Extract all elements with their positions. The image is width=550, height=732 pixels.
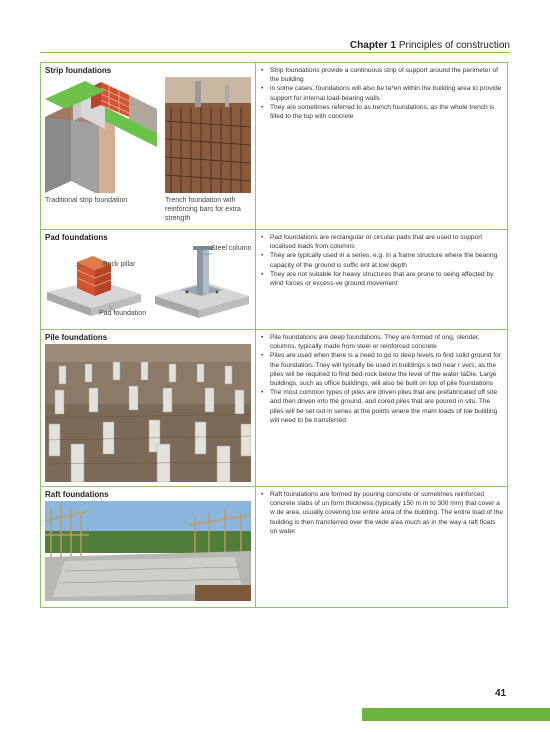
caption-traditional-strip: Traditional strip foundation bbox=[45, 197, 128, 204]
row-raft-foundations bbox=[41, 487, 507, 607]
list-item: • They are sometimes referred to as trench foundations, as the whole trench is filled to the top with concrete bbox=[259, 103, 503, 121]
strip-foundation-illustration bbox=[45, 77, 157, 193]
raft-foundation-photo bbox=[45, 501, 251, 601]
list-item: • The most common types of piles are driven piles that are prefabricated off site and then driven into the ground, and cored piles that are poured in situ. The piles will be set out in senes at the points wnere the mam loads of toe building will need to be transferred bbox=[259, 388, 503, 425]
label-brick-pillar: Brick pillar bbox=[103, 261, 136, 268]
row-title: Pad foundations bbox=[45, 233, 108, 242]
row-title: Raft foundations bbox=[45, 490, 109, 499]
footer-accent-bar bbox=[362, 708, 550, 721]
trench-foundation-photo bbox=[165, 77, 251, 193]
page-number: 41 bbox=[495, 688, 507, 699]
list-item: • They are typically used in a series, e.g. in a frame structure where the bearing capacity of the ground is suffic ent at low depth bbox=[259, 251, 503, 269]
row-title: Pile foundations bbox=[45, 333, 108, 342]
pad-foundation-illustration bbox=[45, 242, 251, 322]
row-pile-foundations bbox=[41, 330, 507, 487]
list-item: • They are not suitable for heavy structures that are prone to oeing affected by wind forces or excess-ve ground movement bbox=[259, 270, 503, 288]
row-title: Strip foundations bbox=[45, 66, 112, 75]
row-strip-foundations bbox=[41, 63, 507, 230]
caption-trench-foundation: Trench foundation with reinforcing bars for extra strength bbox=[165, 197, 241, 222]
label-pad-foundation: Pad foundation bbox=[99, 310, 147, 317]
strip-bullet-list bbox=[259, 66, 503, 121]
raft-bullet-list bbox=[259, 490, 503, 536]
list-item: • Strip foundations provide a continuous strip of support around the perimeter of the building bbox=[259, 66, 503, 84]
list-item: • Pile foundations are deep foundations. They are formed of ong, slender, columns, typically made from steel or reinforced concrete bbox=[259, 333, 503, 351]
list-item: • in some cases, foundations will also be ta*en within the building area to provide support for internal load-bearing walls bbox=[259, 84, 503, 102]
pile-bullet-list bbox=[259, 333, 503, 425]
chapter-title: Principles of construction bbox=[398, 40, 510, 51]
header-rule bbox=[40, 52, 510, 53]
foundations-table bbox=[40, 62, 508, 608]
chapter-label: Chapter 1 bbox=[349, 40, 397, 51]
label-steel-column: Steel column bbox=[211, 245, 252, 252]
pile-foundation-photo bbox=[45, 344, 251, 482]
running-header bbox=[350, 40, 510, 51]
list-item: • Raft foundations are formed by pouring concrete or sometimes reinforced concrete slabs of un form thickness (typically 150 m m to 300 mm) that cover a w de area, usually covering toe entire area of the building. The entire load of the building is then transferred over the wide a'ea much as in the way a raft floats on water bbox=[259, 490, 503, 536]
pad-bullet-list bbox=[259, 233, 503, 288]
list-item: • Pad foundations are rectangular or circular pads that are used to support localised loads from columns bbox=[259, 233, 503, 251]
list-item: • Piles are used when there is a need to go to deep levels to find solid ground for the foundation. Tney will tyocally be used in buildings s ted near r vers, as the piles will be required to find bed-rock below the level of the water taDie. Large buildings, such as office buildings, will also be built on top of pile foundations bbox=[259, 351, 503, 388]
row-pad-foundations bbox=[41, 230, 507, 330]
